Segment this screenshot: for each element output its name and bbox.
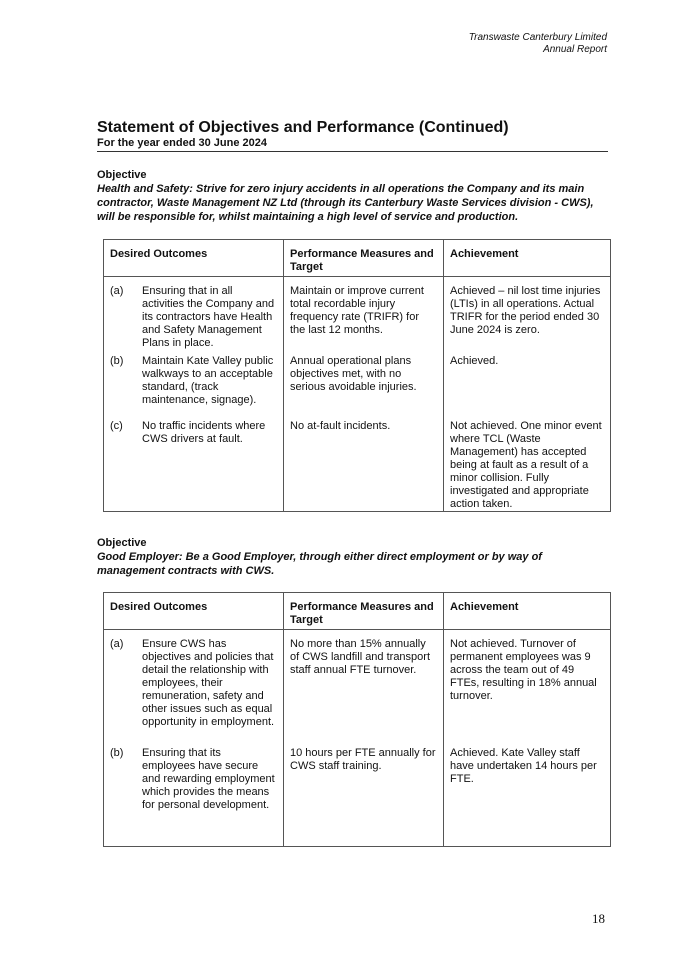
performance-measure: Maintain or improve current total recordable injury frequency rate (TRIFR) for the last 12 months. <box>284 277 444 355</box>
table-row <box>104 277 611 355</box>
table-row <box>104 747 611 847</box>
page-number: 18 <box>592 911 605 926</box>
performance-measure: Annual operational plans objectives met, with no serious avoidable injuries. <box>284 355 444 420</box>
objective-heading: Objective <box>97 169 147 181</box>
column-header: Achievement <box>444 240 611 277</box>
column-header: Desired Outcomes <box>104 593 284 630</box>
performance-measure: No at-fault incidents. <box>284 420 444 512</box>
desired-outcome: Maintain Kate Valley public walkways to an acceptable standard, (track maintenance, signage). <box>142 354 274 406</box>
objective-text: Good Employer: Be a Good Employer, through either direct employment or by way of management contracts with CWS. <box>97 551 542 577</box>
desired-outcome: Ensure CWS has objectives and policies that detail the relationship with employees, their remuneration, safety and other issues such as equal opportunity in employment. <box>142 638 275 728</box>
row-label: (a) <box>110 285 124 297</box>
title-divider <box>97 151 608 152</box>
column-header: Performance Measures and Target <box>284 240 444 277</box>
achievement: Achieved. Kate Valley staff have undertaken 14 hours per FTE. <box>444 747 611 847</box>
table-row <box>104 355 611 420</box>
performance-measure: 10 hours per FTE annually for CWS staff training. <box>284 747 444 847</box>
achievement: Achieved – nil lost time injuries (LTIs) in all operations. Actual TRIFR for the period ended 30 June 2024 is zero. <box>444 277 611 355</box>
column-header: Achievement <box>444 593 611 630</box>
row-label: (b) <box>110 354 124 367</box>
achievement: Not achieved. Turnover of permanent employees was 9 across the team out of 49 FTEs, resulting in 18% annual turnover. <box>444 630 611 747</box>
document-header <box>469 32 607 56</box>
objective-text: Health and Safety: Strive for zero injury accidents in all operations the Company and its main contractor, Waste Management NZ Ltd (through its Canterbury Waste Services division - CWS), will be responsible for, whilst maintaining a high level of service and production. <box>97 183 594 223</box>
desired-outcome: Ensuring that its employees have secure and rewarding employment which provides the means for personal development. <box>142 746 275 811</box>
page-subtitle: For the year ended 30 June 2024 <box>97 137 267 149</box>
column-header: Desired Outcomes <box>104 240 284 277</box>
report-name: Annual Report <box>543 44 607 55</box>
table-row <box>104 420 611 512</box>
table-row <box>104 630 611 747</box>
column-header: Performance Measures and Target <box>284 593 444 630</box>
company-name: Transwaste Canterbury Limited <box>468 32 607 43</box>
objective-heading: Objective <box>97 537 147 549</box>
objectives-table-good-employer <box>103 592 611 847</box>
row-label: (c) <box>110 419 123 432</box>
row-label: (b) <box>110 746 124 759</box>
achievement: Not achieved. One minor event where TCL (Waste Management) has accepted being at fault as a result of a minor collision. Fully investigated and appropriate action taken. <box>444 420 611 512</box>
desired-outcome: Ensuring that in all activities the Company and its contractors have Health and Safety Management Plans in place. <box>142 285 275 349</box>
achievement: Achieved. <box>444 355 611 420</box>
performance-measure: No more than 15% annually of CWS landfill and transport staff annual FTE turnover. <box>284 630 444 747</box>
row-label: (a) <box>110 638 124 650</box>
objectives-table-health-safety <box>103 239 611 512</box>
page-title: Statement of Objectives and Performance (Continued) <box>97 119 509 136</box>
desired-outcome: No traffic incidents where CWS drivers at fault. <box>142 419 266 445</box>
